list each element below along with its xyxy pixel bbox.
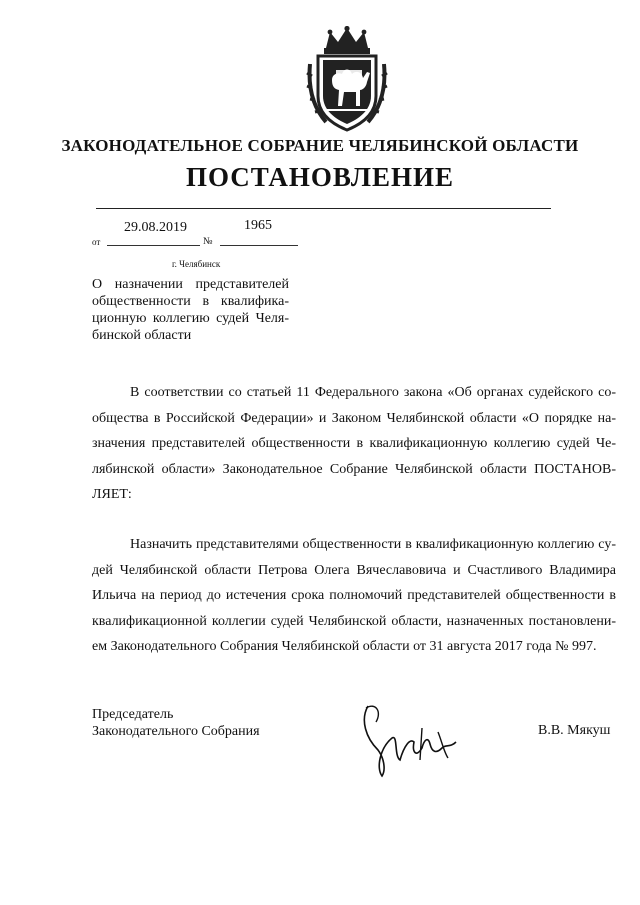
number-label: №	[203, 236, 213, 247]
city-label: г. Челябинск	[172, 259, 221, 269]
date-label: от	[92, 237, 101, 247]
date-underline	[107, 245, 200, 246]
document-type-title: ПОСТАНОВЛЕНИЕ	[185, 162, 455, 192]
document-date: 29.08.2019	[124, 220, 187, 235]
coat-of-arms-icon	[306, 26, 388, 134]
signatory-name: В.В. Мякуш	[538, 723, 611, 738]
document-subject: О назначении представителей общественности в квалифика-ционную коллегию судей Челя-бинской области	[92, 277, 289, 343]
signatory-position-line2: Законодательного Собрания	[92, 724, 260, 739]
body-paragraph-2: Назначить представителями общественности в квалификационную коллегию су-дей Челябинской области Петрова Олега Вячеславовича и Счастливого Владимира Ильича на период до истечения срока полномочий представителей общественности в квалификационной коллегии судей Челябинской области, назначенных постановлени-ем Законодательного Собрания Челябинской области от 31 августа 2017 года № 997.	[92, 537, 616, 654]
header-divider	[96, 208, 551, 209]
number-underline	[220, 245, 298, 246]
document-number: 1965	[244, 218, 272, 233]
organization-title: ЗАКОНОДАТЕЛЬНОЕ СОБРАНИЕ ЧЕЛЯБИНСКОЙ ОБЛАСТИ	[61, 136, 579, 155]
body-paragraph-1: В соответствии со статьей 11 Федерального закона «Об органах судейского со-общества в Российской Федерации» и Законом Челябинской области «О порядке на-значения представителей общественности в квалификационную коллегию судей Че-лябинской области» Законодательное Собрание Челябинской области ПОСТАНОВ-ЛЯЕТ:	[92, 385, 616, 502]
handwritten-signature	[352, 698, 464, 778]
signatory-position	[92, 706, 260, 740]
signatory-position-line1: Председатель	[92, 707, 174, 722]
